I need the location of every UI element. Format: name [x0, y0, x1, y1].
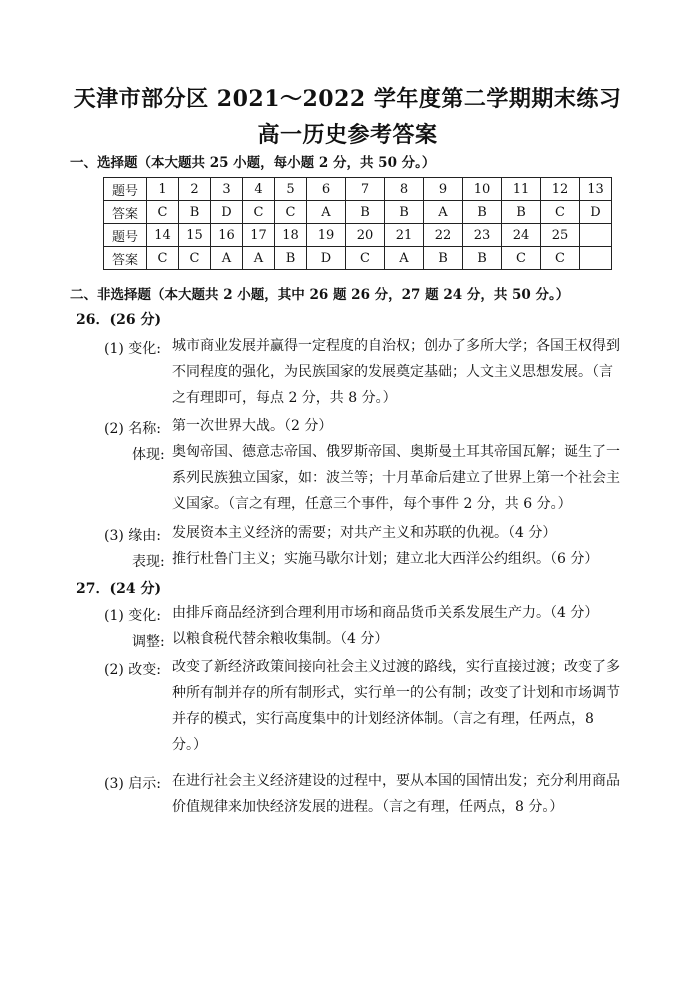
q26-part3-sub-text: 推行杜鲁门主义；实施马歇尔计划；建立北大西洋公约组织。（6 分） — [172, 551, 599, 567]
table-cell: 8 — [385, 178, 424, 201]
answer-table — [103, 177, 612, 270]
table-cell: A — [385, 247, 424, 270]
q27-part1-label: (1) 变化: — [104, 608, 161, 624]
table-cell: C — [541, 201, 580, 224]
q26-part1-label: (1) 变化: — [104, 341, 161, 357]
table-cell: C — [179, 247, 211, 270]
table-row — [104, 178, 612, 201]
q27-part2-line: 分。） — [172, 737, 207, 753]
table-cell: 14 — [147, 224, 179, 247]
table-row — [104, 201, 612, 224]
table-cell: 22 — [424, 224, 463, 247]
table-cell: 16 — [211, 224, 243, 247]
table-row — [104, 247, 612, 270]
table-cell: 2 — [179, 178, 211, 201]
table-cell: C — [502, 247, 541, 270]
table-cell: B — [502, 201, 541, 224]
table-cell: 18 — [275, 224, 307, 247]
table-cell: B — [385, 201, 424, 224]
q27-part3-label: (3) 启示: — [104, 776, 161, 792]
table-cell: A — [211, 247, 243, 270]
q26-part2-line: 义国家。（言之有理，任意三个事件，每个事件 2 分，共 6 分。） — [172, 496, 572, 512]
table-cell: 21 — [385, 224, 424, 247]
q27-part3-line: 在进行社会主义经济建设的过程中，要从本国的国情出发；充分利用商品 — [172, 773, 620, 789]
q26-part2-sub-label: 体现: — [132, 447, 165, 463]
table-cell: B — [463, 201, 502, 224]
q26-part1-line: 不同程度的强化，为民族国家的发展奠定基础；人文主义思想发展。（言 — [172, 364, 613, 380]
table-cell: B — [463, 247, 502, 270]
q27-part1-sub-label: 调整: — [132, 634, 165, 650]
table-cell: C — [243, 201, 275, 224]
table-cell — [580, 224, 612, 247]
section-2-heading: 二、非选择题（本大题共 2 小题，其中 26 题 26 分，27 题 24 分，共 50 分。） — [70, 287, 570, 303]
table-cell: 23 — [463, 224, 502, 247]
table-cell: B — [275, 247, 307, 270]
table-cell: C — [147, 247, 179, 270]
q26-part3-label: (3) 缘由: — [104, 528, 161, 544]
table-cell: 10 — [463, 178, 502, 201]
question-26-number: 26．(26 分) — [76, 312, 162, 328]
table-cell: 12 — [541, 178, 580, 201]
table-cell: 25 — [541, 224, 580, 247]
table-cell: 3 — [211, 178, 243, 201]
question-27-number: 27．(24 分) — [76, 581, 162, 597]
q26-part2-label: (2) 名称: — [104, 421, 161, 437]
table-cell: C — [147, 201, 179, 224]
table-cell: 5 — [275, 178, 307, 201]
table-cell: B — [179, 201, 211, 224]
table-cell: 20 — [346, 224, 385, 247]
q27-part2-line: 种所有制并存的所有制形式，实行单一的公有制；改变了计划和市场调节 — [172, 685, 620, 701]
table-cell: 24 — [502, 224, 541, 247]
table-cell: 13 — [580, 178, 612, 201]
q26-part2-line: 奥匈帝国、德意志帝国、俄罗斯帝国、奥斯曼土耳其帝国瓦解；诞生了一 — [172, 444, 620, 460]
table-cell: 11 — [502, 178, 541, 201]
q27-part1-sub-text: 以粮食税代替余粮收集制。（4 分） — [172, 631, 389, 647]
table-cell: B — [346, 201, 385, 224]
table-cell: D — [307, 247, 346, 270]
q26-part1-line: 城市商业发展并赢得一定程度的自治权；创办了多所大学；各国王权得到 — [172, 338, 620, 354]
table-cell: 9 — [424, 178, 463, 201]
table-cell: 15 — [179, 224, 211, 247]
table-cell — [580, 247, 612, 270]
q27-part2-line: 并存的模式，实行高度集中的计划经济体制。（言之有理，任两点，8 — [172, 711, 594, 727]
row-label: 题号 — [104, 224, 147, 247]
table-cell: B — [424, 247, 463, 270]
document-title: 天津市部分区 2021～2022 学年度第二学期期末练习 — [73, 86, 622, 112]
table-cell: C — [275, 201, 307, 224]
q26-part3-text: 发展资本主义经济的需要；对共产主义和苏联的仇视。（4 分） — [172, 525, 557, 541]
table-cell: A — [307, 201, 346, 224]
row-label: 答案 — [104, 247, 147, 270]
table-cell: C — [346, 247, 385, 270]
q26-part1-line: 之有理即可，每点 2 分，共 8 分。） — [172, 390, 397, 406]
q27-part3-line: 价值规律来加快经济发展的进程。（言之有理，任两点，8 分。） — [172, 799, 564, 815]
table-cell: 4 — [243, 178, 275, 201]
table-cell: 17 — [243, 224, 275, 247]
table-cell: D — [211, 201, 243, 224]
document-subtitle: 高一历史参考答案 — [257, 122, 438, 148]
q27-part2-label: (2) 改变: — [104, 662, 161, 678]
table-cell: C — [541, 247, 580, 270]
table-cell: 6 — [307, 178, 346, 201]
table-cell: A — [424, 201, 463, 224]
table-cell: 7 — [346, 178, 385, 201]
q27-part2-line: 改变了新经济政策间接向社会主义过渡的路线，实行直接过渡；改变了多 — [172, 659, 620, 675]
table-cell: 1 — [147, 178, 179, 201]
section-1-heading: 一、选择题（本大题共 25 小题，每小题 2 分，共 50 分。） — [70, 155, 436, 171]
table-cell: 19 — [307, 224, 346, 247]
q27-part1-text: 由排斥商品经济到合理利用市场和商品货币关系发展生产力。（4 分） — [172, 605, 599, 621]
q26-part2-line: 系列民族独立国家，如：波兰等；十月革命后建立了世界上第一个社会主 — [172, 470, 620, 486]
row-label: 答案 — [104, 201, 147, 224]
q26-part3-sub-label: 表现: — [132, 554, 165, 570]
table-cell: A — [243, 247, 275, 270]
q26-part2-name: 第一次世界大战。（2 分） — [172, 418, 333, 434]
table-cell: D — [580, 201, 612, 224]
table-row — [104, 224, 612, 247]
row-label: 题号 — [104, 178, 147, 201]
